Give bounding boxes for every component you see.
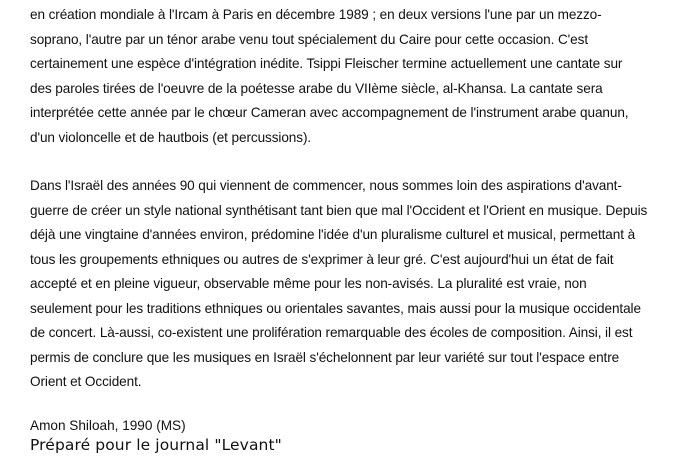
paragraph-1-line-6: d'un violoncelle et de hautbois (et percussions). bbox=[30, 130, 312, 145]
paragraph-1-line-2: soprano, l'autre par un ténor arabe venu tout spécialement du Caire pour cette occasion. C'est bbox=[30, 32, 589, 47]
paragraph-2-line-9: Orient et Occident. bbox=[30, 374, 142, 389]
paragraph-2-line-2: guerre de créer un style national synthétisant tant bien que mal l'Occident et l'Orient en musique. Depuis bbox=[30, 203, 648, 218]
paragraph-2-line-8: permis de conclure que les musiques en Israël s'échelonnent par leur variété sur tout l'espace entre bbox=[30, 350, 620, 365]
paragraph-1-line-1: en création mondiale à l'Ircam à Paris en décembre 1989 ; en deux versions l'une par un mezzo- bbox=[30, 7, 602, 22]
prepared-for-note: Préparé pour le journal "Levant" bbox=[30, 436, 282, 454]
paragraph-2-line-1: Dans l'Israël des années 90 qui viennent de commencer, nous sommes loin des aspirations d'avant- bbox=[30, 178, 622, 193]
paragraph-1-line-5: interprétée cette année par le chœur Cameran avec accompagnement de l'instrument arabe quanun, bbox=[30, 105, 629, 120]
paragraph-2-line-6: seulement pour les traditions ethniques ou orientales savantes, mais aussi pour la musique occidentale bbox=[30, 301, 641, 316]
paragraph-2-line-4: tous les groupements ethniques ou autres de s'exprimer à leur gré. C'est aujourd'hui un état de fait bbox=[30, 252, 614, 267]
paragraph-2-line-7: de concert. Là-aussi, co-existent une prolifération remarquable des écoles de composition. Ainsi, il est bbox=[30, 325, 633, 340]
paragraph-1-line-4: des paroles tirées de l'oeuvre de la poétesse arabe du VIIème siècle, al-Khansa. La cantate sera bbox=[30, 81, 603, 96]
paragraph-1-line-3: certainement une espèce d'intégration inédite. Tsippi Fleischer termine actuellement une cantate sur bbox=[30, 56, 623, 71]
paragraph-2-line-5: accepté et en pleine vigueur, observable même pour les non-avisés. La pluralité est vraie, non bbox=[30, 276, 587, 291]
paragraph-2-line-3: déjà une vingtaine d'années environ, prédomine l'idée d'un pluralisme culturel et musical, permettant à bbox=[30, 227, 636, 242]
author-signature: Amon Shiloah, 1990 (MS) bbox=[30, 418, 186, 433]
